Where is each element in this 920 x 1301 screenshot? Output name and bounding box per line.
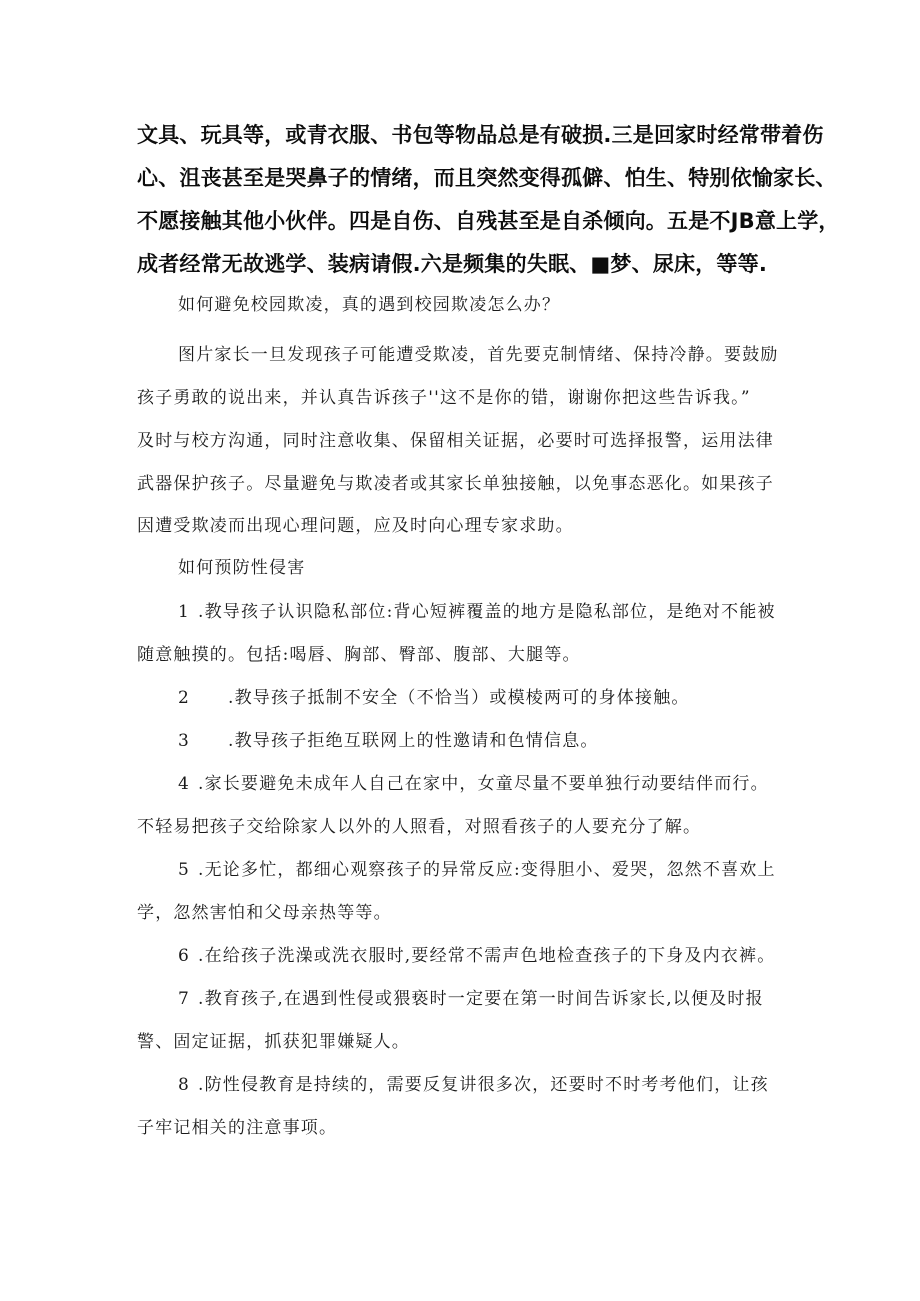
- list-item-text: .教育孩子,在遇到性侵或猥亵时一定要在第一时间告诉家长,以便及时报: [198, 989, 764, 1009]
- section-heading-prevention: 如何预防性侵害: [178, 558, 306, 578]
- bullying-paragraph-line-3: 及时与校方沟通，同时注意收集、保留相关证据，必要时可选择报警，运用法律: [137, 431, 774, 451]
- bold-paragraph-line-3: 不愿接触其他小伙伴。四是自伤、自残甚至是自杀倾向。五是不JB意上学，: [137, 209, 840, 233]
- list-item-6: [178, 944, 775, 968]
- bold-paragraph-line-4: 成者经常无故逃学、装病请假.六是频集的失眠、■梦、尿床，等等.: [137, 252, 767, 276]
- list-item-5-line-1: [178, 858, 776, 882]
- list-item-4-line-2: 不轻易把孩子交给除家人以外的人照看，对照看孩子的人要充分了解。: [137, 817, 702, 837]
- list-item-1-line-2: 随意触摸的。包括:喝唇、胸部、臀部、腹部、大腿等。: [137, 645, 581, 665]
- list-item-3: [178, 729, 599, 753]
- list-item-text: .无论多忙，都细心观察孩子的异常反应:变得胆小、爱哭，忽然不喜欢上: [198, 860, 776, 880]
- bullying-paragraph-line-5: 因遭受欺凌而出现心理问题，应及时向心理专家求助。: [137, 516, 574, 536]
- bullying-paragraph-line-4: 武器保护孩子。尽量避免与欺凌者或其家长单独接触，以免事态恶化。如果孩子: [137, 474, 774, 494]
- list-item-number: 7: [178, 989, 191, 1009]
- list-item-text: .家长要避免未成年人自己在家中，女童尽量不要单独行动要结伴而行。: [198, 774, 769, 794]
- list-item-number: 2: [178, 688, 191, 708]
- list-item-2: [178, 686, 690, 710]
- bullying-paragraph-line-2: 孩子勇敢的说出来，并认真告诉孩子''这不是你的错，谢谢你把这些告诉我。”: [137, 388, 751, 408]
- list-item-4-line-1: [178, 772, 769, 796]
- bold-paragraph-line-2: 心、沮丧甚至是哭鼻子的情绪，而且突然变得孤僻、怕生、特别依愉家长、: [137, 166, 837, 190]
- list-item-number: 8: [178, 1075, 191, 1095]
- section-heading-bullying: 如何避免校园欺凌，真的遇到校园欺凌怎么办？: [178, 295, 561, 315]
- list-item-number: 4: [178, 774, 191, 794]
- list-item-number: 1: [178, 602, 191, 622]
- list-item-text: .教导孩子抵制不安全（不恰当）或模棱两可的身体接触。: [228, 688, 690, 708]
- list-item-1-line-1: [178, 600, 776, 624]
- list-item-8-line-2: 子牢记相关的注意事项。: [137, 1118, 338, 1138]
- list-item-5-line-2: 学，忽然害怕和父母亲热等等。: [137, 903, 392, 923]
- list-item-7-line-2: 警、固定证据，抓获犯罪嫌疑人。: [137, 1032, 410, 1052]
- list-item-text: .防性侵教育是持续的，需要反复讲很多次，还要时不时考考他们，让孩: [198, 1075, 769, 1095]
- bold-paragraph-line-1: 文具、玩具等，或青衣服、书包等物品总是有破损.三是回家时经常带着伤: [137, 123, 824, 147]
- list-item-number: 3: [178, 731, 191, 751]
- list-item-8-line-1: [178, 1073, 769, 1097]
- list-item-number: 5: [178, 860, 191, 880]
- list-item-text: .教导孩子拒绝互联网上的性邀请和色情信息。: [228, 731, 599, 751]
- bullying-paragraph-line-1: 图片家长一旦发现孩子可能遭受欺凌，首先要克制情绪、保持冷静。要鼓励: [178, 345, 779, 365]
- list-item-7-line-1: [178, 987, 764, 1011]
- list-item-text: .教导孩子认识隐私部位:背心短裤覆盖的地方是隐私部位，是绝对不能被: [198, 602, 776, 622]
- list-item-number: 6: [178, 946, 191, 966]
- list-item-text: .在给孩子洗澡或洗衣服时,要经常不需声色地检查孩子的下身及内衣裤。: [198, 946, 776, 966]
